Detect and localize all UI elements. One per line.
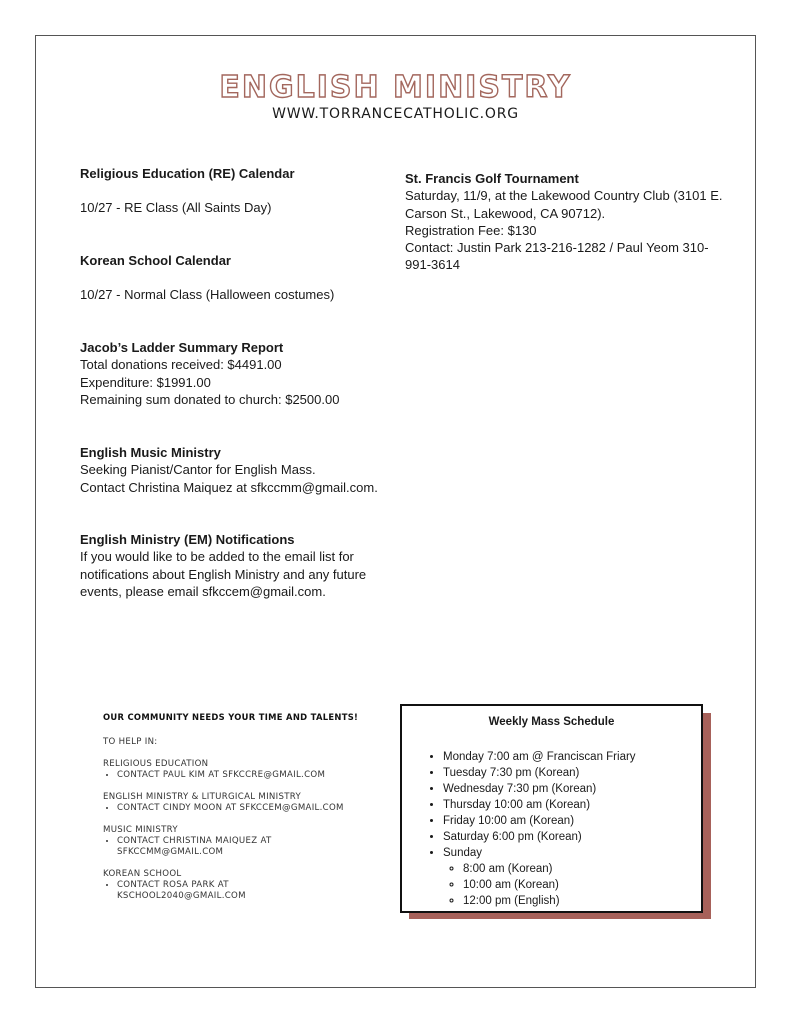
music-ministry-section [80,444,390,496]
sunday-mass-time: ◦ 12:00 pm (English) [463,893,701,909]
music-ministry-heading: English Music Ministry [80,445,221,460]
golf-line-4: Contact: Justin Park 213-216-1282 / Paul Yeom 310- [405,240,709,256]
group-contact: • CONTACT PAUL KIM AT SFKCCRE@GMAIL.COM [117,770,373,781]
community-section [103,712,373,913]
golf-line-5: 991-3614 [405,257,460,273]
golf-line-2: Carson St., Lakewood, CA 90712). [405,205,606,221]
em-notifications-heading: English Ministry (EM) Notifications [80,532,295,547]
music-ministry-line-2: Contact Christina Maiquez at sfkccmm@gmail.com. [80,479,378,495]
mass-item: • Saturday 6:00 pm (Korean) [443,829,701,845]
mass-item: • Wednesday 7:30 pm (Korean) [443,781,701,797]
re-calendar-entry: 10/27 - RE Class (All Saints Day) [80,200,272,216]
em-notifications-line-3: events, please email sfkccem@gmail.com. [80,583,326,599]
group-name: KOREAN SCHOOL [103,869,182,879]
mass-schedule-list [402,749,701,909]
remaining-sum-line: Remaining sum donated to church: $2500.00 [80,391,340,407]
mass-item: • Tuesday 7:30 pm (Korean) [443,765,701,781]
sunday-mass-time: ◦ 8:00 am (Korean) [463,861,701,877]
korean-school-entry: 10/27 - Normal Class (Halloween costumes) [80,287,335,303]
community-group [103,759,373,781]
page-title: ENGLISH MINISTRY [219,70,572,105]
korean-school-section [80,252,380,304]
group-name: ENGLISH MINISTRY & LITURGICAL MINISTRY [103,792,302,802]
jacobs-ladder-heading: Jacob’s Ladder Summary Report [80,340,284,355]
group-name: RELIGIOUS EDUCATION [103,759,209,769]
website-url[interactable]: WWW.TORRANCECATHOLIC.ORG [272,106,519,122]
re-calendar-heading: Religious Education (RE) Calendar [80,166,295,181]
group-name: MUSIC MINISTRY [103,825,178,835]
music-ministry-line-1: Seeking Pianist/Cantor for English Mass. [80,462,316,478]
em-notifications-line-1: If you would like to be added to the email list for [80,549,354,565]
golf-tournament-section [405,170,735,274]
group-contact: • CONTACT CINDY MOON AT SFKCCEM@GMAIL.COM [117,803,373,814]
community-intro: TO HELP IN: [103,737,158,747]
mass-schedule-title: Weekly Mass Schedule [488,716,615,728]
korean-school-heading: Korean School Calendar [80,253,231,268]
mass-item: • Thursday 10:00 am (Korean) [443,797,701,813]
re-calendar-section [80,165,380,217]
mass-item: • Friday 10:00 am (Korean) [443,813,701,829]
community-group [103,792,373,814]
group-contact: • CONTACT ROSA PARK AT KSCHOOL2040@GMAIL.COM [117,880,267,902]
sunday-mass-time: ◦ 10:00 am (Korean) [463,877,701,893]
mass-item: • Monday 7:00 am @ Franciscan Friary [443,749,701,765]
mass-schedule-box [400,704,703,913]
mass-item-sunday [443,845,701,909]
expenditure-line: Expenditure: $1991.00 [80,374,211,390]
golf-line-3: Registration Fee: $130 [405,222,537,238]
community-group [103,869,373,902]
em-notifications-section [80,531,390,600]
golf-line-1: Saturday, 11/9, at the Lakewood Country Club (3101 E. [405,188,723,204]
community-heading: OUR COMMUNITY NEEDS YOUR TIME AND TALENTS! [103,712,359,722]
community-group [103,825,373,858]
group-contact: • CONTACT CHRISTINA MAIQUEZ AT SFKCCMM@GMAIL.COM [117,836,302,858]
jacobs-ladder-section [80,339,390,408]
sunday-label: Sunday [443,847,483,859]
em-notifications-line-2: notifications about English Ministry and any future [80,566,367,582]
sunday-times [443,861,701,909]
golf-tournament-heading: St. Francis Golf Tournament [405,171,579,186]
donations-line: Total donations received: $4491.00 [80,357,282,373]
